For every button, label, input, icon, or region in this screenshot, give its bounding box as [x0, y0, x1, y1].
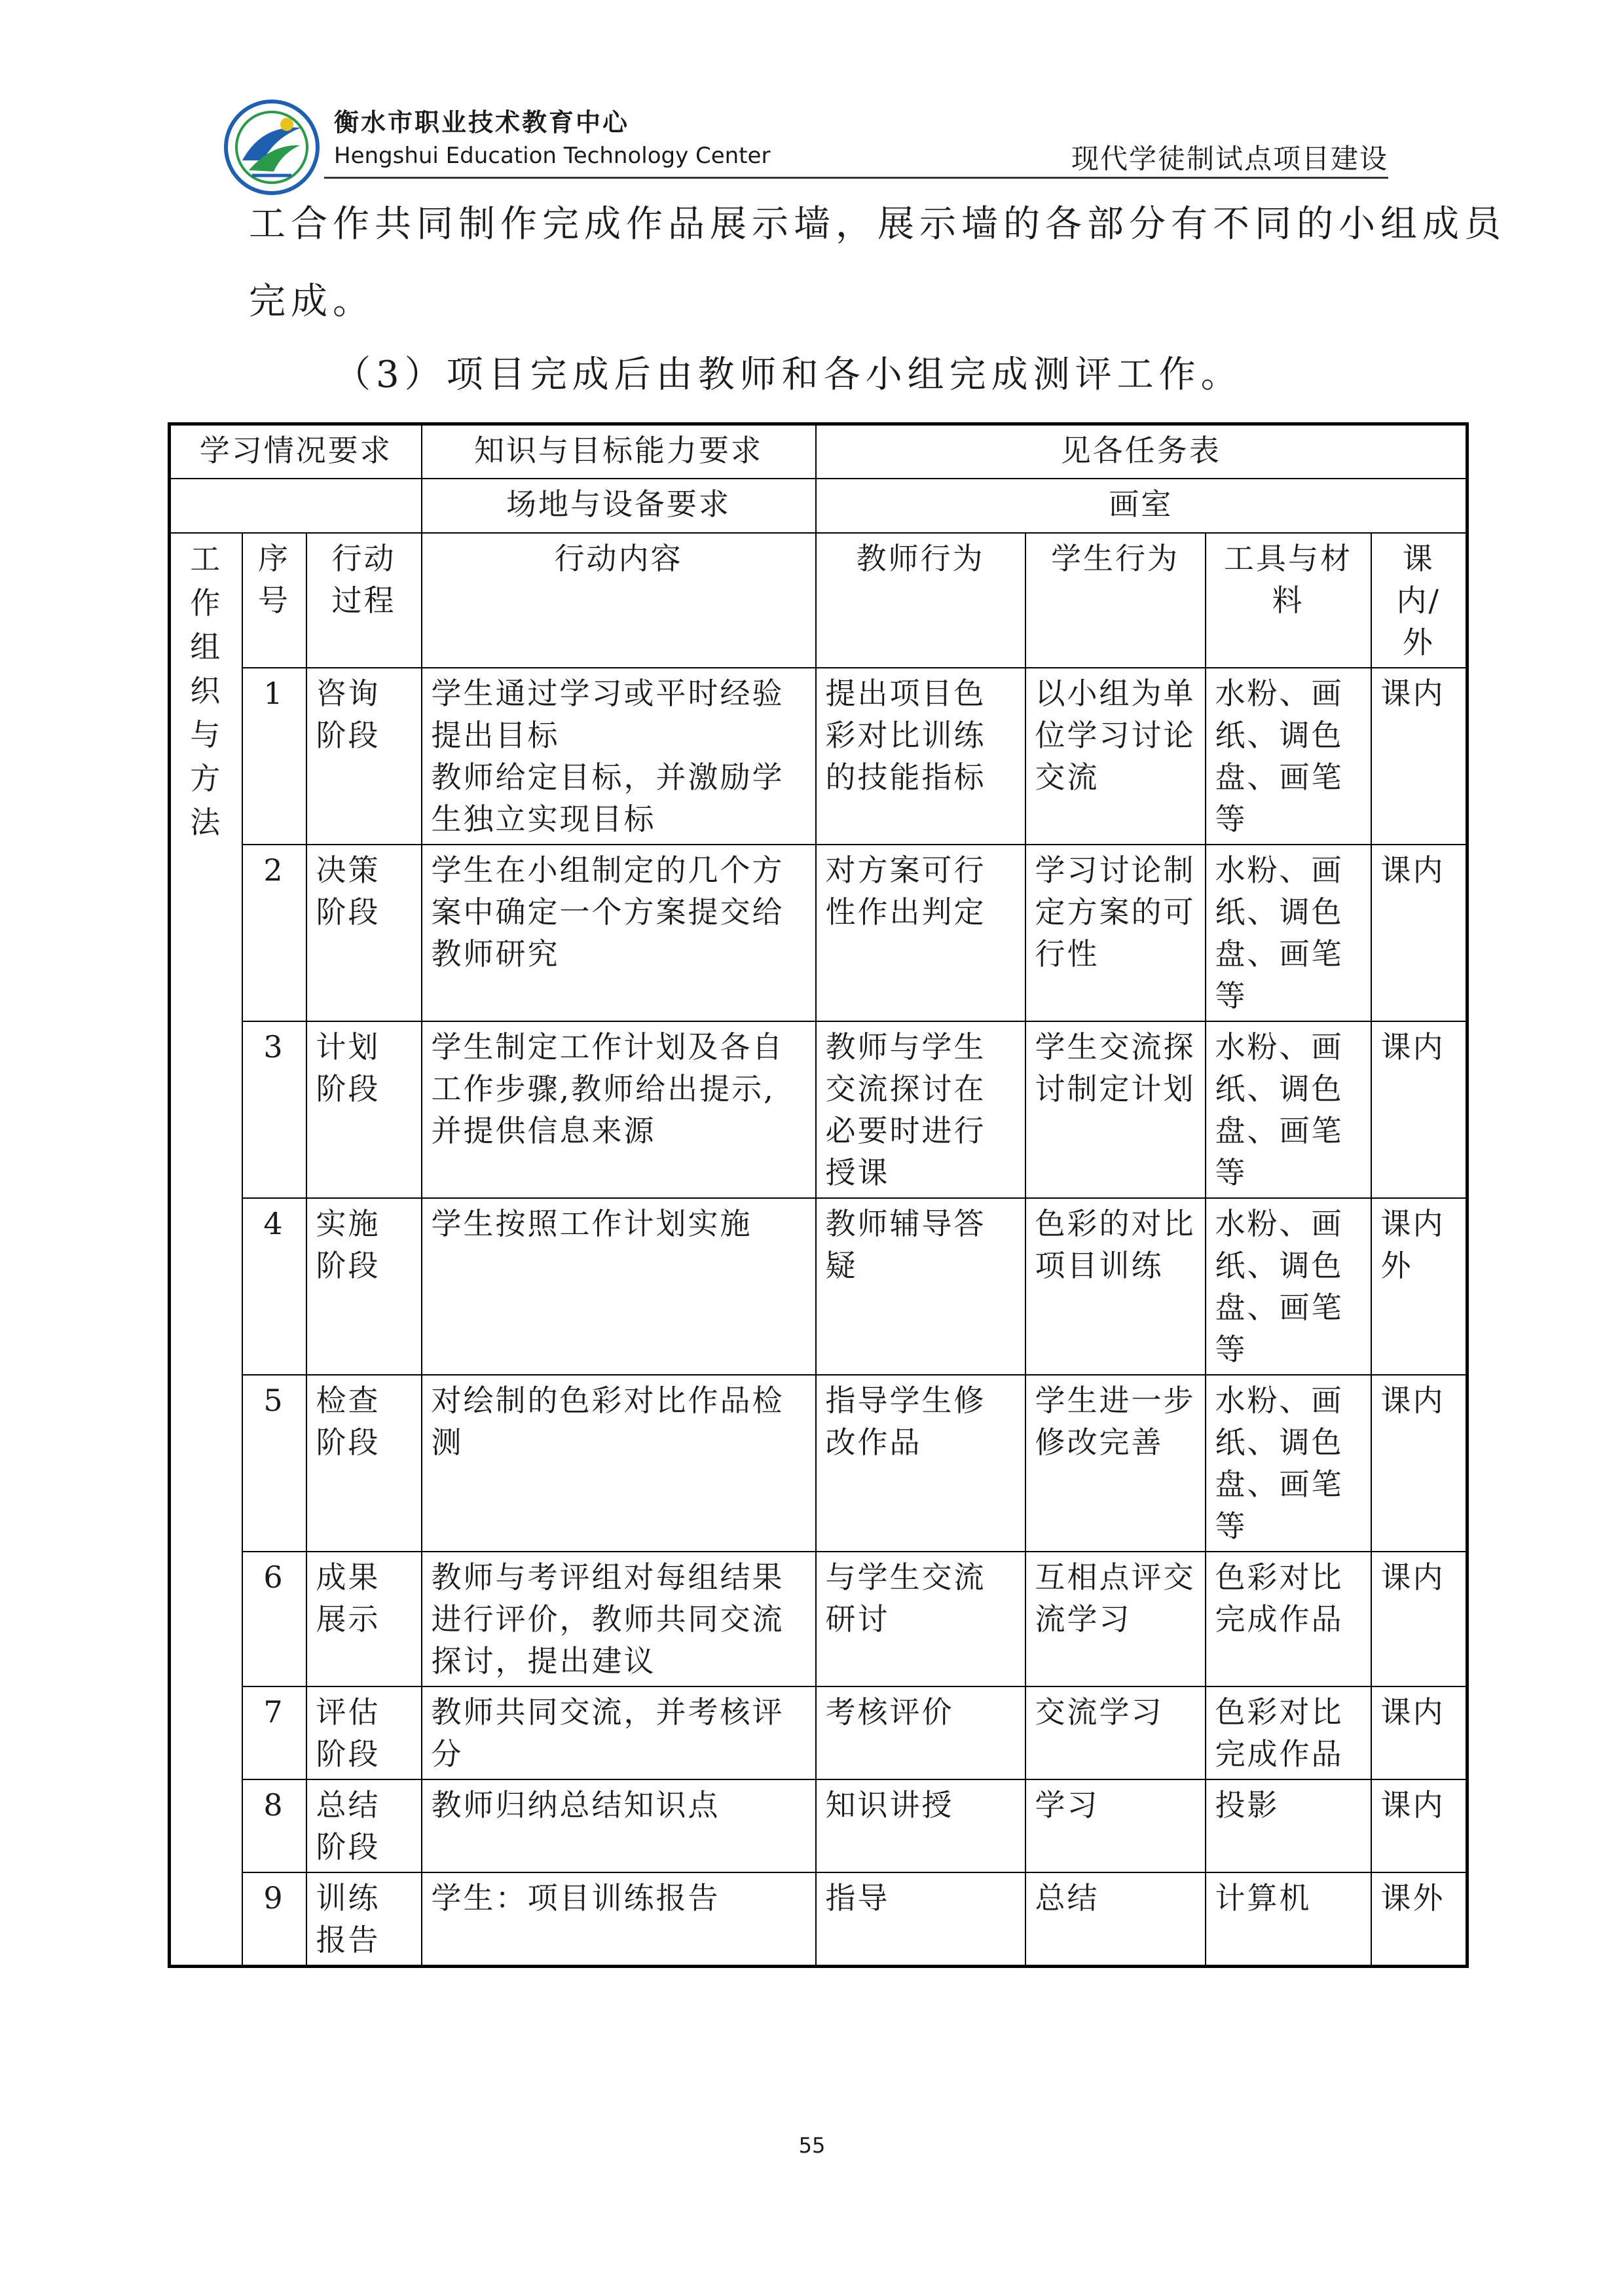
- header-divider: [324, 177, 1388, 179]
- col-header-no: 序号: [242, 533, 306, 668]
- table-row: [170, 1779, 1467, 1872]
- tools-materials: 水粉、画纸、调色盘、画笔等: [1206, 1021, 1371, 1198]
- tools-materials: 计算机: [1206, 1872, 1371, 1967]
- teacher-action: 对方案可行性作出判定: [816, 845, 1025, 1021]
- school-emblem-icon: [223, 98, 321, 196]
- action-content: 学生在小组制定的几个方案中确定一个方案提交给教师研究: [422, 845, 816, 1021]
- table-row: [170, 845, 1467, 1021]
- action-content: 学生通过学习或平时经验提出目标 教师给定目标，并激励学生独立实现目标: [422, 668, 816, 845]
- student-action: 学习: [1025, 1779, 1206, 1872]
- table-header-row: [170, 533, 1467, 668]
- student-action: 互相点评交流学习: [1025, 1552, 1206, 1686]
- class-location: 课内: [1371, 1021, 1467, 1198]
- table-row: [170, 1198, 1467, 1375]
- table-row: [170, 424, 1467, 479]
- stage-name: 训练报告: [306, 1872, 422, 1967]
- col-header-stage: 行动过程: [306, 533, 422, 668]
- body-line-2: 完成。: [249, 280, 375, 323]
- class-location: 课外: [1371, 1872, 1467, 1967]
- step-number: 2: [242, 845, 306, 1021]
- stage-name: 评估阶段: [306, 1686, 422, 1779]
- action-plan-table: [168, 422, 1469, 1968]
- body-line-1: 工合作共同制作完成作品展示墙，展示墙的各部分有不同的小组成员: [249, 203, 1506, 246]
- class-location: 课内: [1371, 668, 1467, 845]
- step-number: 1: [242, 668, 306, 845]
- stage-name: 总结阶段: [306, 1779, 422, 1872]
- task-table-reference: 见各任务表: [816, 424, 1467, 479]
- col-header-content: 行动内容: [422, 533, 816, 668]
- stage-name: 计划阶段: [306, 1021, 422, 1198]
- step-number: 6: [242, 1552, 306, 1686]
- tools-materials: 水粉、画纸、调色盘、画笔等: [1206, 668, 1371, 845]
- body-line-3: （3）项目完成后由教师和各小组完成测评工作。: [334, 354, 1243, 396]
- stage-name: 决策阶段: [306, 845, 422, 1021]
- table-row: [170, 1552, 1467, 1686]
- table-row: [170, 1686, 1467, 1779]
- teacher-action: 提出项目色彩对比训练的技能指标: [816, 668, 1025, 845]
- action-content: 学生按照工作计划实施: [422, 1198, 816, 1375]
- table-row: [170, 1021, 1467, 1198]
- side-label: 工作组织与方法: [190, 541, 223, 840]
- org-name-cn: 衡水市职业技术教育中心: [334, 108, 630, 137]
- table-row: [170, 479, 1467, 533]
- stage-name: 检查阶段: [306, 1375, 422, 1552]
- teacher-action: 与学生交流研讨: [816, 1552, 1025, 1686]
- page-header: [223, 90, 1388, 182]
- table-row: [170, 1375, 1467, 1552]
- side-label-cell: [170, 533, 242, 1967]
- stage-name: 咨询阶段: [306, 668, 422, 845]
- class-location: 课内: [1371, 845, 1467, 1021]
- org-name-en: Hengshui Education Technology Center: [334, 143, 771, 169]
- class-location: 课内外: [1371, 1198, 1467, 1375]
- student-action: 学生交流探讨制定计划: [1025, 1021, 1206, 1198]
- student-action: 总结: [1025, 1872, 1206, 1967]
- teacher-action: 考核评价: [816, 1686, 1025, 1779]
- teacher-action: 指导学生修改作品: [816, 1375, 1025, 1552]
- tools-materials: 色彩对比完成作品: [1206, 1686, 1371, 1779]
- student-action: 学生进一步修改完善: [1025, 1375, 1206, 1552]
- action-content: 对绘制的色彩对比作品检测: [422, 1375, 816, 1552]
- class-location: 课内: [1371, 1552, 1467, 1686]
- class-location: 课内: [1371, 1779, 1467, 1872]
- action-content: 学生：项目训练报告: [422, 1872, 816, 1967]
- venue-value: 画室: [816, 479, 1467, 533]
- col-header-student: 学生行为: [1025, 533, 1206, 668]
- student-action: 色彩的对比项目训练: [1025, 1198, 1206, 1375]
- action-content: 教师与考评组对每组结果进行评价，教师共同交流探讨，提出建议: [422, 1552, 816, 1686]
- class-location: 课内: [1371, 1686, 1467, 1779]
- step-number: 7: [242, 1686, 306, 1779]
- stage-name: 成果展示: [306, 1552, 422, 1686]
- step-number: 3: [242, 1021, 306, 1198]
- knowledge-requirement-label: 知识与目标能力要求: [422, 424, 816, 479]
- student-action: 以小组为单位学习讨论交流: [1025, 668, 1206, 845]
- student-action: 交流学习: [1025, 1686, 1206, 1779]
- action-content: 教师归纳总结知识点: [422, 1779, 816, 1872]
- action-content: 学生制定工作计划及各自工作步骤,教师给出提示,并提供信息来源: [422, 1021, 816, 1198]
- teacher-action: 教师辅导答疑: [816, 1198, 1025, 1375]
- venue-requirement-label: 场地与设备要求: [422, 479, 816, 533]
- empty-cell: [170, 479, 422, 533]
- stage-name: 实施阶段: [306, 1198, 422, 1375]
- tools-materials: 水粉、画纸、调色盘、画笔等: [1206, 1198, 1371, 1375]
- learning-requirement-label: 学习情况要求: [170, 424, 422, 479]
- step-number: 4: [242, 1198, 306, 1375]
- tools-materials: 色彩对比完成作品: [1206, 1552, 1371, 1686]
- table-row: [170, 668, 1467, 845]
- teacher-action: 指导: [816, 1872, 1025, 1967]
- action-content: 教师共同交流，并考核评分: [422, 1686, 816, 1779]
- teacher-action: 教师与学生交流探讨在必要时进行授课: [816, 1021, 1025, 1198]
- tools-materials: 水粉、画纸、调色盘、画笔等: [1206, 845, 1371, 1021]
- tools-materials: 投影: [1206, 1779, 1371, 1872]
- col-header-place: 课内/外: [1371, 533, 1467, 668]
- col-header-tools: 工具与材料: [1206, 533, 1371, 668]
- student-action: 学习讨论制定方案的可行性: [1025, 845, 1206, 1021]
- col-header-teacher: 教师行为: [816, 533, 1025, 668]
- project-title: 现代学徒制试点项目建设: [1071, 143, 1388, 175]
- step-number: 9: [242, 1872, 306, 1967]
- tools-materials: 水粉、画纸、调色盘、画笔等: [1206, 1375, 1371, 1552]
- step-number: 5: [242, 1375, 306, 1552]
- step-number: 8: [242, 1779, 306, 1872]
- class-location: 课内: [1371, 1375, 1467, 1552]
- page-number: 55: [798, 2133, 826, 2158]
- teacher-action: 知识讲授: [816, 1779, 1025, 1872]
- table-row: [170, 1872, 1467, 1967]
